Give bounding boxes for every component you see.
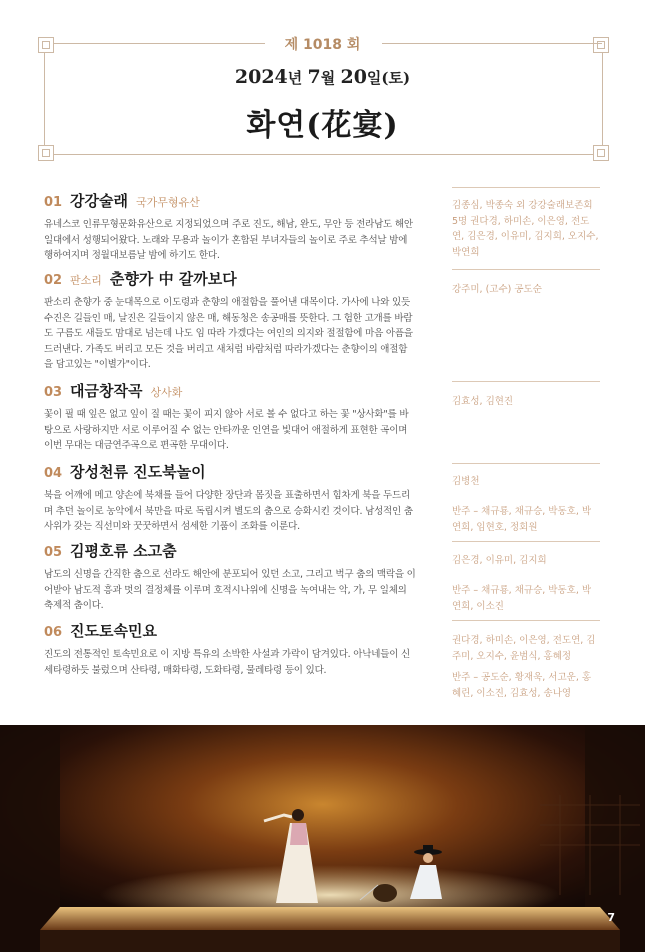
accompaniment: 반주 – 공도순, 황재욱, 서고운, 홍혜린, 이소진, 김효성, 송나영 [452, 672, 592, 699]
program-number: 05 [44, 545, 63, 560]
program-description: 판소리 춘향가 중 눈대목으로 이도령과 춘향의 애절함을 풀어낸 대목이다. 가사에 나와 있듯 수진은 길들인 매, 날진은 길들이지 않은 매, 해동청은 송공매를 뜻한다. 그 험한 고개를 바람도 구름도 새들도 맘대로 넘는데 나도 임 따라 가겠다는 여인의 의지와 절절함에 마음 아픔을 드러낸다. 가족도 버리고 모든 것을 버리고 새처럼 바람처럼 따라가겠다는 춘향이의 애절함을 담고있는 "이별가"이다. [44, 297, 413, 370]
program-item [44, 380, 416, 454]
program-item [44, 461, 416, 535]
program-item [44, 190, 416, 264]
program-title: 강강술래 [70, 192, 128, 210]
program-item [44, 268, 416, 373]
divider [452, 187, 600, 188]
episode-number: 제 1018 회 [0, 34, 645, 54]
ornament-corner [38, 145, 54, 161]
performers: 강주미, (고수) 공도순 [452, 284, 542, 295]
program-number: 01 [44, 195, 63, 210]
performers: 김종심, 박종숙 외 강강술래보존회 5명 권다경, 하미손, 이은영, 전도연, 김은경, 이유미, 김지희, 오지수, 박연희 [452, 200, 599, 258]
program-description: 유네스코 인류무형문화유산으로 지정되었으며 주로 진도, 해남, 완도, 무안 등 전라남도 해안일대에서 성행되어왔다. 노래와 무용과 놀이가 혼합된 부녀자들의 놀이로 주로 추석날 밤에 행하여지며 정월대보름날 밤에 하기도 한다. [44, 219, 413, 261]
program-description: 남도의 신명을 간직한 춤으로 선라도 해안에 분포되어 있던 소고, 그리고 벅구 춤의 맥락을 이어받아 남도적 흥과 멋의 결정체를 이루며 호적시나위에 신명을 녹여내는 악, 가, 무 일체의 축제적 춤이다. [44, 569, 416, 611]
stage-photo-image [0, 725, 645, 952]
program-item [44, 620, 416, 678]
divider [452, 541, 600, 542]
program-subtitle: 상사화 [150, 386, 183, 399]
program-number: 06 [44, 625, 63, 640]
program-genre: 판소리 [70, 274, 102, 287]
program-number: 02 [44, 273, 63, 288]
performers: 김효성, 김현진 [452, 396, 514, 407]
program-description: 진도의 전통적인 토속민요로 이 지방 특유의 소박한 사설과 가락이 담겨있다. 아낙네들이 신세타령하듯 불렀으며 산타령, 매화타령, 도화타령, 물레타령 등이 있다. [44, 649, 410, 676]
program-number: 04 [44, 466, 63, 481]
program-title: 춘향가 中 갈까보다 [109, 270, 237, 288]
program-subtitle: 국가무형유산 [135, 196, 200, 209]
divider [452, 463, 600, 464]
accompaniment: 반주 – 채규룡, 채규승, 박동호, 박연희, 임현호, 정회원 [452, 506, 592, 533]
program-title: 장성천류 진도북놀이 [70, 463, 206, 481]
program-title: 대금창작곡 [70, 382, 143, 400]
performers: 김병천 [452, 476, 480, 487]
ornament-corner [593, 145, 609, 161]
performers: 권다경, 하미손, 이은영, 전도연, 김주미, 오지수, 윤범식, 홍혜정 [452, 635, 596, 662]
divider [452, 620, 600, 621]
performance-date: 2024년 7월 20일(토) [234, 66, 411, 88]
page-number: 7 [607, 911, 615, 924]
performers: 김은경, 이유미, 김지희 [452, 555, 547, 566]
program-title: 김평호류 소고춤 [70, 542, 177, 560]
divider [452, 381, 600, 382]
program-title: 진도토속민요 [70, 622, 157, 640]
accompaniment: 반주 – 채규룡, 채규승, 박동호, 박연희, 이소진 [452, 585, 592, 612]
program-description: 북을 어깨에 메고 양손에 북채를 들어 다양한 장단과 몸짓을 표출하면서 힘차게 북을 두드리며 추던 놀이로 농악에서 북만을 따로 독립시켜 별도의 춤으로 승화시킨 것이다. 남성적인 춤사위가 갖는 직선미와 꿋꿋하면서 섬세한 기품이 조화를 이룬다. [44, 490, 413, 532]
stage-photo [0, 725, 645, 952]
program-item [44, 540, 416, 614]
page-title: 화연(花宴) [246, 108, 399, 143]
program-description: 꽃이 필 때 잎은 없고 잎이 질 때는 꽃이 피지 않아 서로 볼 수 없다고 하는 꽃 "상사화"를 바탕으로 사랑하지만 서로 이루어질 수 없는 안타까운 인연을 빛대어 애절하게 표현한 곡이며 이번 무대는 대금연주곡으로 편곡한 무대이다. [44, 409, 409, 451]
divider [452, 269, 600, 270]
program-number: 03 [44, 385, 63, 400]
